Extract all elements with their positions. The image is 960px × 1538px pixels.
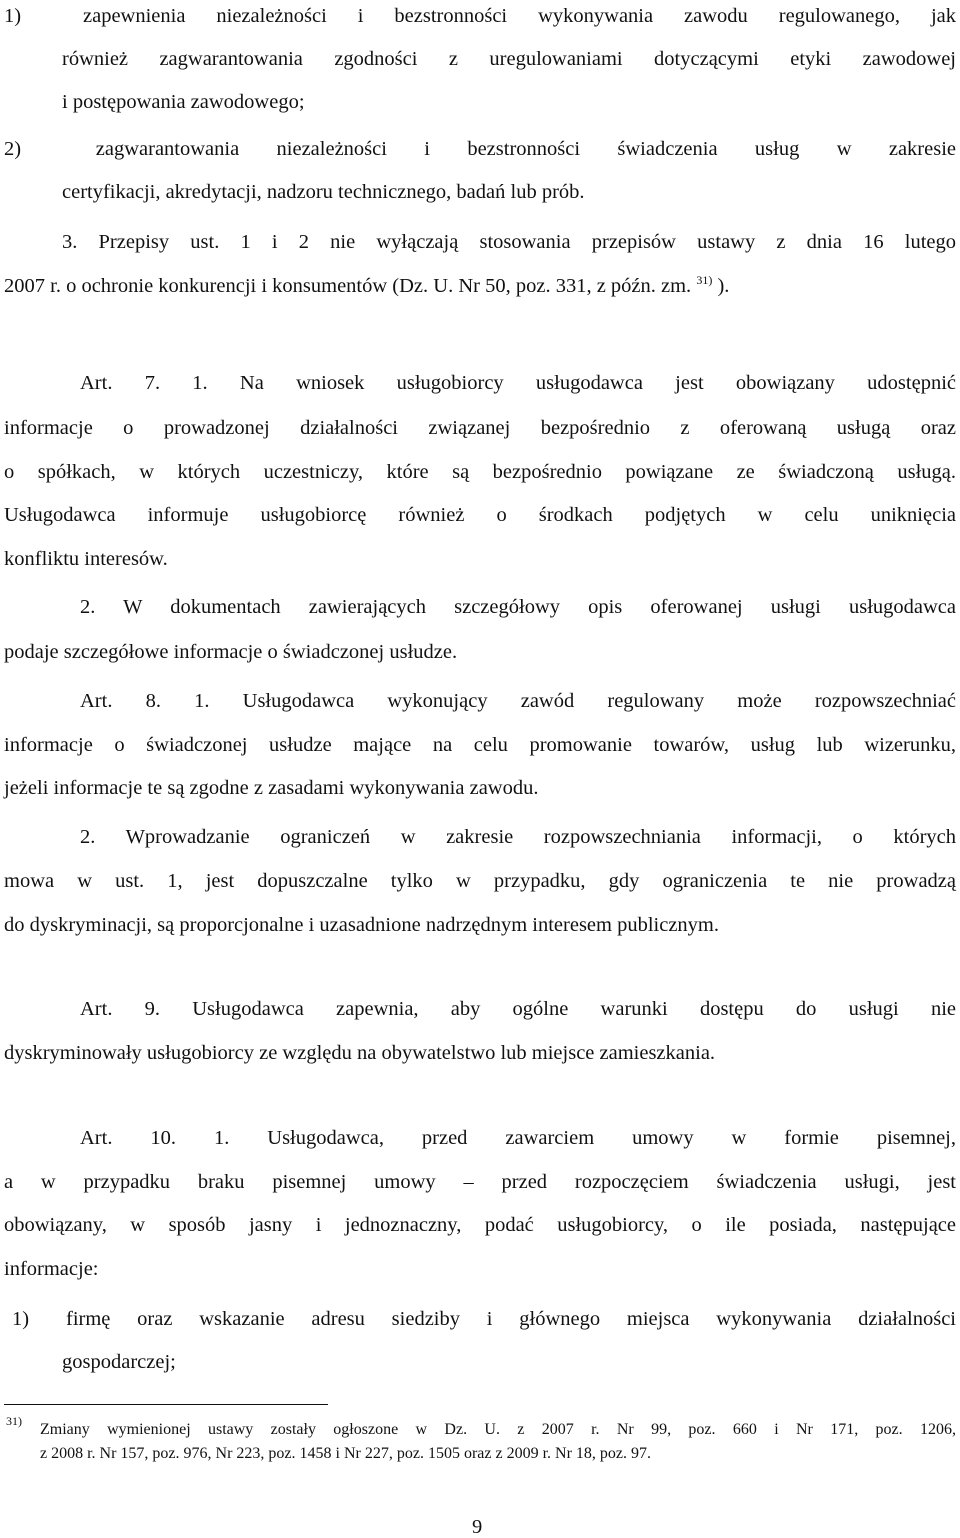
art-10-list-item-1-line-2: gospodarczej; [62, 1351, 176, 1373]
art-8-line-2: informacje o świadczonej usłudze mające na celu promowanie towarów, usług lub wizerunku, [4, 734, 956, 756]
paragraph-3-line-1: 3. Przepisy ust. 1 i 2 nie wyłączają stosowania przepisów ustawy z dnia 16 lutego [62, 231, 956, 253]
art-8-par-2-line-1: 2. Wprowadzanie ograniczeń w zakresie rozpowszechniania informacji, o których [80, 826, 956, 848]
page-number: 9 [472, 1516, 483, 1538]
art-10-list-item-1-line-1: firmę oraz wskazanie adresu siedziby i głównego miejsca wykonywania działalności [66, 1308, 956, 1330]
art-7-line-3: o spółkach, w których uczestniczy, które są bezpośrednio powiązane ze świadczoną usługą. [4, 461, 956, 483]
paragraph-3-end: ). [717, 275, 730, 297]
art-10-line-1: Art. 10. 1. Usługodawca, przed zawarciem umowy w formie pisemnej, [80, 1127, 956, 1149]
art-7-line-2: informacje o prowadzonej działalności związanej bezpośrednio z oferowaną usługą oraz [4, 417, 956, 439]
art-7-line-4: Usługodawca informuje usługobiorcę również o środkach podjętych w celu uniknięcia [4, 504, 956, 526]
art-10-line-4: informacje: [4, 1258, 99, 1280]
list-item-1-line-2: również zagwarantowania zgodności z uregulowaniami dotyczącymi etyki zawodowej [62, 48, 956, 70]
footnote-line-2: z 2008 r. Nr 157, poz. 976, Nr 223, poz. 1458 i Nr 227, poz. 1505 oraz z 2009 r. Nr 18, poz. 97. [40, 1445, 652, 1462]
footnote-line-1: Zmiany wymienionej ustawy zostały ogłoszone w Dz. U. z 2007 r. Nr 99, poz. 660 i Nr 171, poz. 1206, [40, 1421, 956, 1438]
footnote-separator [4, 1404, 328, 1405]
footnote-mark: 31) [6, 1414, 22, 1428]
footnote-reference: 31) [696, 273, 713, 288]
art-9-line-2: dyskryminowały usługobiorcy ze względu na obywatelstwo lub miejsce zamieszkania. [4, 1042, 716, 1064]
paragraph-3-line-2 [4, 273, 730, 297]
list-item-1-line-1: 1) zapewnienia niezależności i bezstronności wykonywania zawodu regulowanego, jak [4, 5, 956, 27]
art-7-line-1: Art. 7. 1. Na wniosek usługobiorcy usługodawca jest obowiązany udostępnić [80, 372, 956, 394]
art-10-list-item-1-number: 1) [12, 1308, 30, 1330]
art-8-line-1: Art. 8. 1. Usługodawca wykonujący zawód regulowany może rozpowszechniać [80, 690, 956, 712]
art-7-par-2-line-2: podaje szczegółowe informacje o świadczonej usłudze. [4, 641, 458, 663]
art-8-par-2-line-2: mowa w ust. 1, jest dopuszczalne tylko w przypadku, gdy ograniczenia te nie prowadzą [4, 870, 956, 892]
art-7-par-2-line-1: 2. W dokumentach zawierających szczegółowy opis oferowanej usługi usługodawca [80, 596, 956, 618]
art-9-line-1: Art. 9. Usługodawca zapewnia, aby ogólne warunki dostępu do usługi nie [80, 998, 956, 1020]
art-8-par-2-line-3: do dyskryminacji, są proporcjonalne i uzasadnione nadrzędnym interesem publicznym. [4, 914, 720, 936]
art-8-line-3: jeżeli informacje te są zgodne z zasadami wykonywania zawodu. [4, 777, 539, 799]
list-item-1-line-3: i postępowania zawodowego; [62, 91, 305, 113]
list-item-2-line-1: 2) zagwarantowania niezależności i bezstronności świadczenia usług w zakresie [4, 138, 956, 160]
paragraph-3-text: 2007 r. o ochronie konkurencji i konsumentów (Dz. U. Nr 50, poz. 331, z późn. zm. [4, 275, 692, 297]
art-7-line-5: konfliktu interesów. [4, 548, 168, 570]
art-10-line-3: obowiązany, w sposób jasny i jednoznaczny, podać usługobiorcy, o ile posiada, następujące [4, 1214, 956, 1236]
list-item-2-line-2: certyfikacji, akredytacji, nadzoru technicznego, badań lub prób. [62, 181, 585, 203]
art-10-line-2: a w przypadku braku pisemnej umowy – przed rozpoczęciem świadczenia usługi, jest [4, 1171, 956, 1193]
